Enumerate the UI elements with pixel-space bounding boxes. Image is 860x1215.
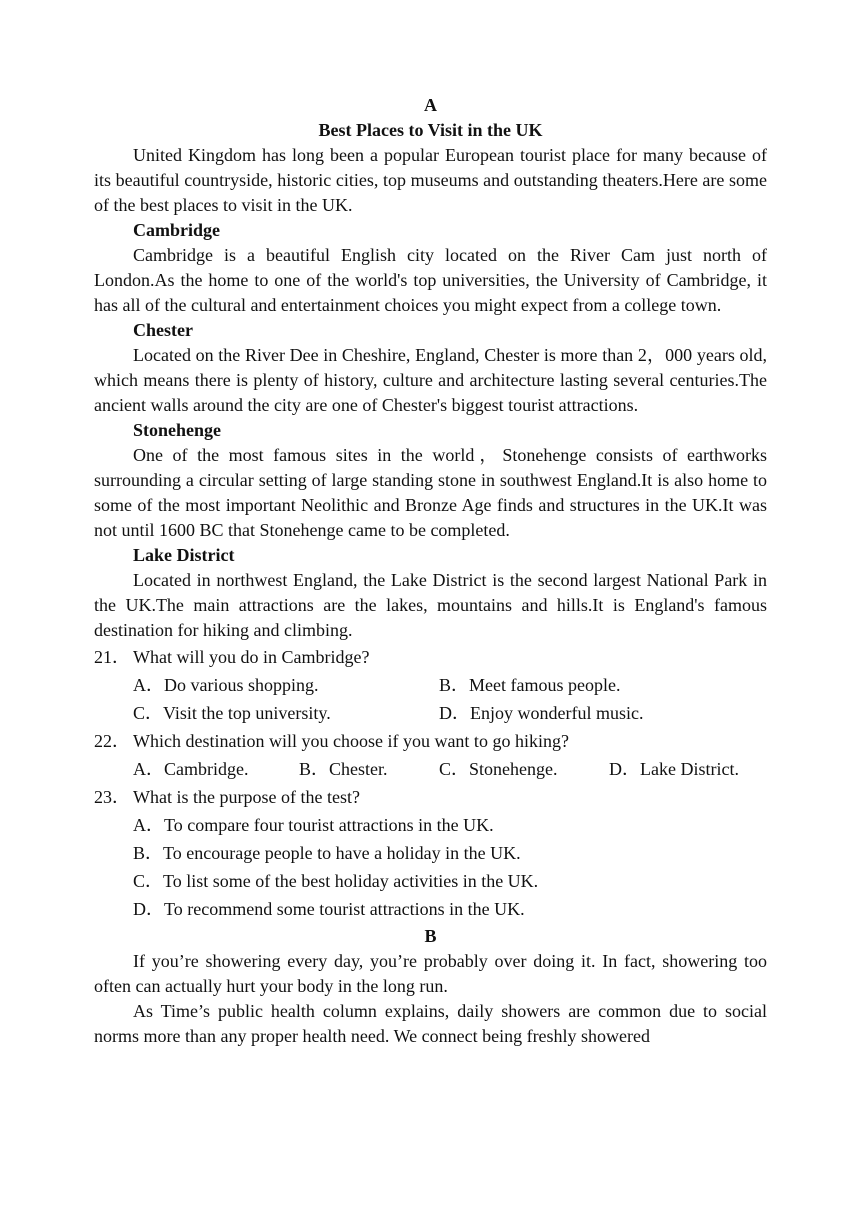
question-22-options (94, 755, 767, 783)
question-text: Which destination will you choose if you want to go hiking? (133, 731, 569, 751)
section-a-letter: A (424, 95, 437, 115)
option-b: B．Chester. (299, 759, 388, 779)
option-b: B．To encourage people to have a holiday in the UK. (133, 843, 521, 863)
option-a: A．To compare four tourist attractions in the UK. (133, 815, 494, 835)
option-d: D．Enjoy wonderful music. (439, 703, 644, 723)
place-text-chester: Located on the River Dee in Cheshire, England, Chester is more than 2，000 years old, which means there is plenty of history, culture and architecture lasting several centuries.The ancient walls around the city are one of Chester's biggest tourist attractions. (94, 345, 767, 415)
question-number: 21． (94, 647, 130, 667)
place-heading-lake-district: Lake District (133, 545, 235, 565)
question-22 (94, 727, 767, 755)
section-b-paragraph: As Time’s public health column explains, daily showers are common due to social norms more than any proper health need. We connect being freshly showered (94, 1001, 767, 1046)
option-c: C．To list some of the best holiday activities in the UK. (133, 871, 539, 891)
option-d: D．Lake District. (609, 759, 739, 779)
question-23 (94, 783, 767, 811)
question-number: 23． (94, 787, 130, 807)
document-content (94, 93, 767, 1049)
section-b-letter: B (424, 926, 437, 946)
section-b-paragraph: If you’re showering every day, you’re probably over doing it. In fact, showering too often can actually hurt your body in the long run. (94, 951, 767, 996)
place-text-cambridge: Cambridge is a beautiful English city located on the River Cam just north of London.As the home to one of the world's top universities, the University of Cambridge, it has all of the cultural and entertainment choices you might expect from a college town. (94, 245, 767, 315)
option-b: B．Meet famous people. (439, 675, 621, 695)
option-a: A．Cambridge. (133, 759, 249, 779)
question-text: What will you do in Cambridge? (133, 647, 370, 667)
option-a: A．Do various shopping. (133, 675, 319, 695)
place-heading-cambridge: Cambridge (133, 220, 220, 240)
place-text-lake-district: Located in northwest England, the Lake District is the second largest National Park in the UK.The main attractions are the lakes, mountains and hills.It is England's famous destination for hiking and climbing. (94, 570, 767, 640)
question-21 (94, 643, 767, 671)
question-21-options-row-1 (94, 671, 767, 699)
option-d: D．To recommend some tourist attractions in the UK. (133, 899, 525, 919)
option-c: C．Visit the top university. (133, 703, 331, 723)
section-a-title: Best Places to Visit in the UK (318, 120, 543, 140)
option-c: C．Stonehenge. (439, 759, 558, 779)
place-heading-chester: Chester (133, 320, 193, 340)
question-text: What is the purpose of the test? (133, 787, 360, 807)
question-number: 22． (94, 731, 130, 751)
place-text-stonehenge: One of the most famous sites in the world，Stonehenge consists of earthworks surrounding a circular setting of large standing stone in southwest England.It is also home to some of the most important Neolithic and Bronze Age finds and structures in the UK.It was not until 1600 BC that Stonehenge came to be completed. (94, 445, 767, 540)
question-21-options-row-2 (94, 699, 767, 727)
intro-paragraph: United Kingdom has long been a popular European tourist place for many because of its beautiful countryside, historic cities, top museums and outstanding theaters.Here are some of the best places to visit in the UK. (94, 145, 767, 215)
place-heading-stonehenge: Stonehenge (133, 420, 222, 440)
